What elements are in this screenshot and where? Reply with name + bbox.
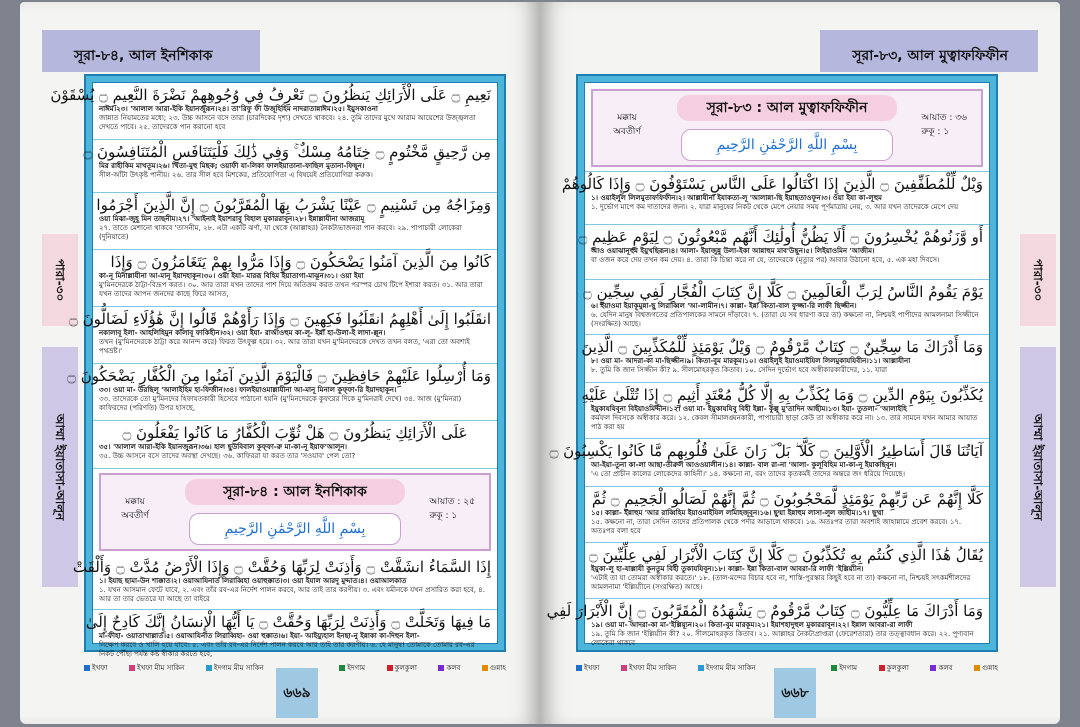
pronunciation: ৮। ওয়া মা- আদরা-কা মা-ছিজ্জীন।৯। কিতা-বুম মারকূম।১০। ওয়াইলুই ইয়াওমাইযিল লিলমুকাযযিবীন।১১। আল্লাযীনা — [591, 357, 911, 365]
arabic-text: أَو وَّزَنُوهُمْ يُخْسِرُونَ ۝ أَلَا يَظُنُّ أُولَٰئِكَ أَنَّهُم مَّبْعُوثُونَ ۝ لِيَوْمٍ عَظِيمٍ ۝ — [578, 228, 983, 246]
arabic-text: كَانُوا مِنَ الَّذِينَ آمَنُوا يَضْحَكُونَ ۝ وَإِذَا مَرُّوا بِهِمْ يَتَغَامَزُونَ ۝ وَإِذَا — [110, 253, 491, 271]
right-page — [540, 2, 1060, 724]
revelation-place: মক্কায় অবতীর্ণ — [121, 497, 149, 521]
meaning: ৬. যেদিন মানুষ বিশ্বজগতের প্রতিপালকের সামনে দাঁড়াবে। ৭. (তারা যে সব ধারণা করে তা) কক্ষনো না, নিশ্চয়ই পাপীদের আমলনামা সিজ্জীনে (সংরক্ষিত) আছে। — [591, 311, 979, 328]
meaning: জান্নাত নিয়ামতের মধ্যে; ২৩. উচ্চ আসনে বসে তারা (চারদিকের দৃশ্য) দেখতে থাকবে। ২৪. তুমি তাদের মুখে আরাম আয়েশের উজ্জ্বলতা দেখতে পাবে। ২৫. তাদেরকে পান করানো হবে — [99, 114, 476, 131]
side-tab-para — [1020, 234, 1056, 326]
verse-row — [83, 140, 497, 193]
pronunciation: ১৯। ওয়া মা- আদরা-কা মা-'ইল্লিয়্যূন।২০। কিতা-বুম মারকূম।২১। ইয়াশহাদুহুল মুকাররাবূন।২২। ইন্নাল আবরা-রা লাফী — [591, 621, 913, 629]
surah-heading — [99, 473, 491, 551]
legend-item: ইখফা — [84, 662, 107, 674]
verse-row — [546, 599, 989, 653]
side-tab-name-label: আম্মা ইয়াতাসা-আলূন — [1031, 413, 1045, 521]
arabic-text: يُكَذِّبُونَ بِيَوْمِ الدِّينِ ۝ وَمَا يُكَذِّبُ بِهِ إِلَّا كُلُّ مُعْتَدٍ أَثِيمٍ ۝ إِذَا تُتْلَىٰ عَلَيْهِ — [581, 386, 983, 404]
verse-row — [581, 383, 989, 439]
legend-item: ইখফা — [576, 662, 599, 674]
legend-item: ইদগাম — [831, 662, 857, 674]
pronunciation: ওয়া মিঝা-জুহূ মিন তাছনীম।২৭। 'আইনাই ইয়াশরাবু বিহাল মুকাররাবূন।২৮। ইন্নাল্লাযীনা আজরামূ — [99, 215, 365, 223]
pronunciation: ১৫। কাল্লা- ইন্নাহুম 'আর রাব্বিহিম ইয়াওমাইযিল লামাহজূবূন।১৬। ছুম্মা ইন্নাহুম লাসা-লুল জাহীম।১৭। ছুম্মা — [591, 509, 884, 517]
verse-row — [67, 364, 497, 421]
meaning: 'এটাই তা যা তোমরা অস্বীকার করতে।' ১৮. (তাল-মন্দের বিচার হবে না, শাস্তি-পুরস্কার কিছুই হবে না তা) কক্ষনো না, নিশ্চয়ই সৎকর্মশীলদের আমলনামা 'ইল্লিয়্যীনে (সংরক্ষিত) আছে। — [591, 574, 971, 591]
arabic-text: وَيْلٌ لِّلْمُطَفِّفِينَ ۝ الَّذِينَ إِذَا اكْتَالُوا عَلَى النَّاسِ يَسْتَوْفُونَ ۝ وَإِذَا كَالُوهُمْ — [561, 175, 983, 193]
arabic-text: وَمِزَاجُهُ مِن تَسْنِيمٍ ۝ عَيْنًا يَشْرَبُ بِهَا الْمُقَرَّبُونَ ۝ إِنَّ الَّذِينَ أَجْرَمُوا — [96, 196, 491, 214]
side-tab-para-label: পারা-৩০ — [1031, 258, 1045, 302]
page-header: সূরা-৮৪, আল ইনশিকাক — [74, 48, 213, 64]
surah-counts — [429, 495, 475, 523]
legend-item: কলব — [438, 662, 460, 674]
meaning: 'এ তো প্রাচীন কালের লোকেদের কাহিনী।' ১৪. কক্ষনো না, বরং তাদের কৃতকর্মই তাদের অন্তরে জং ধরিয়ে দিয়েছে। — [591, 470, 905, 478]
pronunciation: ১। ওয়াইলুল লিলমুতাফফিফীন।২। আল্লাযীনা ইযাকতা-লূ 'আলান্না-ছি ইয়াছতাওফূন।৩। ওয়া ইযা কা-লূহুম — [591, 194, 882, 202]
meaning: তখন (মু'মিনদেরকে ঠাট্টা করে আনন্দ করে) ফিরত উৎফুল্ল হয়ে। ৩২. আর তারা যখন মু'মিনদেরকে দেখত তখন বলত, 'এরা তো অবশ্যই পথভ্রষ্ট।' — [99, 338, 470, 355]
pronunciation: ইয়ুকা-লু হা-যাল্লাযী কুনতুম বিহী তুকাযযিবূন।১৮। কাল্লা- ইন্না কিতা-বাল আবরা-রি লাফী 'ইল্লিয়্যীন। — [591, 565, 864, 573]
legend-item: গুন্নাহ — [482, 662, 506, 674]
arabic-text: وَمَا أُرْسِلُوا عَلَيْهِمْ حَافِظِينَ ۝ فَالْيَوْمَ الَّذِينَ آمَنُوا مِنَ الْكُفَّارِ يَضْحَكُونَ ۝ — [67, 367, 491, 385]
verse-row — [72, 555, 497, 610]
pronunciation: ১। ইযাছ ছামা-উন শাক্কাত।২। ওয়াআযিনাত লিরাব্বিহা ওয়াহুক্কাত।৩। ওয়া ইযাল আরদু মুদ্দাত।৪। ওয়াআলকাত — [99, 577, 407, 585]
verse-row — [581, 335, 989, 383]
meaning: ১. দুর্ভোগ মাপে কম দাতাদের জন্য। ২. যারা মানুষের নিকট থেকে মেপে নেয়ার সময় পূর্ণমাত্রায় নেয়, ৩. আর যখন তাদেরকে মেপে দেয় — [591, 203, 959, 211]
pronunciation: মির রাহীকিম মাখতূম।২৬। খিতা-মুহু মিছক; ওয়াফী যা-লিকা ফালইয়াতানা-ফাছিল মুতানা-ফিছূন। — [99, 162, 365, 170]
legend-item: ইখফা মীম সাকিন — [129, 662, 184, 674]
surah-heading — [591, 89, 983, 167]
page-number: ৬৬৯ — [276, 668, 318, 718]
side-tab-para-label: পারা-৩০ — [53, 258, 67, 302]
verse-panel — [546, 74, 998, 652]
page-header: সূরা-৮৩, আল মুত্বাফফিফীন — [852, 48, 1008, 64]
verse-row — [50, 83, 497, 140]
meaning: ২৭. তাতে মেশানো থাকবে 'তাসনীম, ২৮. এটা একটি ঝর্ণা, যা থেকে (আল্লাহর) নৈকট্যভাজনরা পান করবে। ২৯. পাপাচারী লোকেরা (দুনিয়াতে) — [99, 224, 462, 241]
legend-item: গুন্নাহ — [974, 662, 998, 674]
meaning: ১৫. কক্ষনো না, তারা সেদিন তাদের প্রতিপালক থেকে পর্দার আড়ালে থাকবে। ১৬. অতঃপর তারা অবশ্যই জাহান্নামে প্রবেশ করবে। ১৭. অতঃপর বলা হবে — [591, 518, 962, 535]
legend-item: ইদগাম মীম সাকিন — [206, 662, 264, 674]
arabic-text: يُقَالُ هَٰذَا الَّذِي كُنتُم بِهِ تُكَذِّبُونَ ۝ كَلَّا إِنَّ كِتَابَ الْأَبْرَارِ لَفِي عِلِّيِّينَ ۝ — [588, 546, 983, 564]
arabic-text: وَمَا أَدْرَاكَ مَا سِجِّينٌ ۝ كِتَابٌ مَّرْقُومٌ ۝ وَيْلٌ يَوْمَئِذٍ لِّلْمُكَذِّبِينَ ۝ الَّذِينَ — [581, 338, 983, 356]
meaning: ১. যখন আসমান ফেটে যাবে, ২. এবং তাঁর রব-এর নির্দেশ পালন করবে, আর তাই তার করণীয়। ৩. এবং যমীনকে যখন প্রসারিত করা হবে, ৪. আর তা তার ভেতরে যা আছে তা বাইরে — [99, 586, 485, 603]
ruku-count: রুকূ : ১ — [429, 511, 458, 521]
verse-row — [85, 610, 497, 665]
legend-item: ইখফা মীম সাকিন — [621, 662, 676, 674]
meaning: বা ওজন করে দেয় তখন কম দেয়। ৪. তারা কি চিন্তা করে না যে, তাদেরকে (মৃত্যুর পর) আবার উঠানো হবে, ৫. এক মহা দিবসে। — [591, 256, 940, 264]
surah-title: সূরা-৮৪ : আল ইনশিকাক — [185, 479, 405, 505]
arabic-text: عَلَى الْأَرَائِكِ يَنظُرُونَ ۝ هَلْ ثُوِّبَ الْكُفَّارُ مَا كَانُوا يَفْعَلُونَ ۝ — [122, 424, 468, 442]
pronunciation: ৩৫। 'আলাল আরা-ইকি ইয়ানজুরূন।৩৬। হাল ছুউবিবাল কুফ্ফা-রু মা-কা-নূ ইয়াফ'আলূন। — [99, 443, 347, 451]
verse-row — [561, 171, 989, 225]
meaning: সীল-আঁটা উৎকৃষ্ট পানীয়। ২৬. তার সীল হবে মিশকের, প্রতিযোগিতা এ বিষয়েই প্রতিযোগিরা করুক। — [99, 171, 373, 179]
pronunciation: কা-নূ মিনাল্লাযীনা আ-মানূ ইয়াদহাকূন।৩০। ওয়া ইযা- মাররূ বিহিম ইয়াতাগা-মাঝূন।৩১। ওয়া ইযা — [99, 272, 364, 280]
legend-item: কুলকুলা — [879, 662, 909, 674]
verse-row — [549, 439, 989, 487]
legend-item: কুলকুলা — [387, 662, 417, 674]
pronunciation: নাঈম।২৩। 'আলাল আরা-ইকি ইয়ানজুরূন।২৪। তা'রিফু ফী উজূহিহিম নাদরাতান্নাঈম।২৫। ইয়ুসকাওনা — [99, 105, 378, 113]
verse-row — [585, 280, 989, 335]
pronunciation: মা-ফীহা- ওয়াতাখাল্লাত।৫। ওয়াআযিনাত লিরাব্বিহা- ওয়া হুক্কাত।৬। ইয়া- আইয়্যুহাল ইনছা-নু ইন্নাকা কা-দিহুন ইলা- — [99, 632, 420, 640]
ayat-count: আয়াত : ৩৬ — [921, 113, 967, 123]
meaning: ৮. তুমি কি জান সিজ্জীন কী? ৯. সীলমোহরকৃত কিতাব। ১০. সেদিন দুর্ভোগ হবে অস্বীকারকারীদের, ১১. যারা — [591, 366, 888, 374]
verse-row — [585, 487, 989, 543]
verse-row — [69, 307, 497, 364]
surah-counts — [921, 111, 967, 139]
arabic-text: إِذَا السَّمَاءُ انشَقَّتْ ۝ وَأَذِنَتْ لِرَبِّهَا وَحُقَّتْ ۝ وَإِذَا الْأَرْضُ مُدَّتْ ۝ وَأَلْقَتْ — [72, 558, 491, 576]
meaning: ৩৩. তাদেরকে তো মু'মিনদের হিফাযতকারী হিসেবে পাঠানো হয়নি (মু'মিনদেরকে কুফরের দিকে মু'মিনরাই দেখে) ৩৪. আজ (মু'মিনরা) কাফিরদের (পরিণতি) উপর হাসছে, — [99, 395, 462, 412]
revelation-place: মক্কায় অবতীর্ণ — [613, 113, 641, 137]
bismillah: بِسْمِ اللَّهِ الرَّحْمَٰنِ الرَّحِيمِ — [189, 513, 401, 545]
arabic-text: مِن رَّحِيقٍ مَّخْتُومٍ ۝ خِتَامُهُ مِسْكٌ ۚ وَفِي ذَٰلِكَ فَلْيَتَنَافَسِ الْمُتَنَافِسُونَ ۝ — [83, 143, 491, 161]
pronunciation: ইয়ুকাযযিবূনা বিইয়াওমিদ্দীন।১২। ওয়া মা- ইয়ুকাযযিবু বিহী ইল্লা- কুল্লু মু'তাদিন আছীম।১৩। ইযা- তুতলা- 'আলাইহি — [591, 405, 907, 413]
arabic-text: كَلَّا إِنَّهُمْ عَن رَّبِّهِمْ يَوْمَئِذٍ لَّمَحْجُوبُونَ ۝ ثُمَّ إِنَّهُمْ لَصَالُو الْجَحِيمِ ۝ ثُمَّ — [591, 490, 983, 508]
surah-title: সূরা-৮৩ : আল মুত্বাফফিফীন — [677, 95, 897, 121]
pronunciation: নকালাবূ ইলা- আহলিহিমুন কালাবূ ফাকিহীন।৩২। ওয়া ইযা- রাআওহুম কা-লূ- ইন্না হা-উলা-ই লাদা-ল্লূন। — [99, 329, 386, 337]
verse-row — [93, 421, 497, 469]
meaning: মু'মিনদেরকে ঠাট্টা-বিদ্রূপ করত। ৩০. আর তারা যখন তাদের পাশ দিয়ে অতিক্রম করত তখন পরস্পর চোখ টিপে ইশারা করত। ৩১. আর তারা যখন তাদের আপন জনদের কাছে ফিরে আসত, — [99, 281, 483, 298]
legend-item: ইদগাম মীম সাকিন — [698, 662, 756, 674]
ayat-count: আয়াত : ২৫ — [429, 497, 475, 507]
left-page — [20, 2, 540, 724]
verse-row — [585, 543, 989, 599]
bismillah: بِسْمِ اللَّهِ الرَّحْمَٰنِ الرَّحِيمِ — [681, 129, 893, 161]
arabic-text: نَعِيمِ ۝ عَلَى الْأَرَائِكِ يَنظُرُونَ ۝ تَعْرِفُ فِي وُجُوهِهِمْ نَضْرَةَ النَّعِيمِ ۝ يُسْقَوْنَ — [50, 86, 491, 104]
verse-row — [93, 250, 497, 307]
legend-item: কলব — [930, 662, 952, 674]
meaning: নিক্ষেপ করবে ও খালি হয়ে যাবে। ৫. এবং তাঁর রব-এর নির্দেশ পালন করবে আর তাই তার করণীয়। ৬. হে মানুষ! তোমাকে তোমার রব-এর নিকট পৌঁছা পর্যন্ত কষ্ট স্বীকার করতে হবে, — [99, 641, 475, 658]
pronunciation: ৩৩। ওয়া মা- উরছিলূ 'আলাইহিম হা-ফিজীন।৩৪। ফালইয়াওমাল্লাযীনা আ-মানূ মিনাল কুফ্ফা-রি ইয়াদহাকূন। — [99, 386, 397, 394]
meaning: ১৯. তুমি কি জান 'ইল্লিয়্যীন কী? ২০. সীলমোহরকৃত কিতাব। ২১. আল্লাহর নৈকট্যপ্রাপ্তরা (ফেরেশতারা) তার তত্ত্বাবধান করে। ২২. পুণ্যবান লোকেরা থাকবে — [591, 630, 974, 647]
pronunciation: ৬। ইয়াওমা ইয়াকূমুন্না-ছু লিরাব্বিল 'আ-লামীন।৭। কাল্লা- ইন্না কিতা-বাল ফুজ্জা-রি লাফী ছিজ্জীন। — [591, 302, 857, 310]
side-tab-name-label: আম্মা ইয়াতাসা-আলূন — [53, 413, 67, 521]
verse-row — [578, 225, 989, 280]
pronunciation: আও ওয়াঝানূহুম ইয়ুখছিরূন।৪। আলা- ইয়াজুন্নু উলা-ইকা আন্নাহুম মাব'উছূন।৫। লিইয়াওমিন 'আজীম। — [591, 247, 875, 255]
arabic-text: مَا فِيهَا وَتَخَلَّتْ ۝ وَأَذِنَتْ لِرَبِّهَا وَحُقَّتْ ۝ يَا أَيُّهَا الْإِنسَانُ إِنَّكَ كَادِحٌ إِلَىٰ — [85, 613, 491, 631]
meaning: ৩৫. উচ্চ আসনে বসে তাদের অবস্থা দেখছে। ৩৬. কাফিররা যা করত তার 'সওয়াব' পেল তো? — [99, 452, 356, 460]
arabic-text: انقَلَبُوا إِلَىٰ أَهْلِهِمُ انقَلَبُوا فَكِهِينَ ۝ وَإِذَا رَأَوْهُمْ قَالُوا إِنَّ هَٰؤُلَاءِ لَضَالُّونَ ۝ — [69, 310, 491, 328]
arabic-text: وَمَا أَدْرَاكَ مَا عِلِّيُّونَ ۝ كِتَابٌ مَّرْقُومٌ ۝ يَشْهَدُهُ الْمُقَرَّبُونَ ۝ إِنَّ الْأَبْرَارَ لَفِي — [546, 602, 983, 620]
verse-row — [93, 193, 497, 250]
arabic-text: آيَاتُنَا قَالَ أَسَاطِيرُ الْأَوَّلِينَ ۝ كَلَّا ۖ بَلْ ۜ رَانَ عَلَىٰ قُلُوبِهِم مَّا كَانُوا يَكْسِبُونَ ۝ — [549, 442, 983, 460]
pronunciation: আ-ইয়া-তুনা কা-লা আছা-তীরুল আওওয়ালীন।১৪। কাল্লা- বাল রা-না 'আলা- কুলূবিহিম মা-কা-নূ ইয়াকছিবূন। — [591, 461, 897, 469]
arabic-text: يَوْمَ يَقُومُ النَّاسُ لِرَبِّ الْعَالَمِينَ ۝ كَلَّا إِنَّ كِتَابَ الْفُجَّارِ لَفِي سِجِّينٍ ۝ — [583, 283, 983, 301]
page-number: ৬৬৮ — [774, 668, 816, 718]
side-tab-name — [1020, 347, 1056, 587]
open-book — [20, 2, 1060, 724]
ruku-count: রুকূ : ১ — [921, 127, 950, 137]
legend-item: ইদগাম — [339, 662, 365, 674]
meaning: কর্মফল দিবসকে অস্বীকার করে। ১২. কেবল সীমালঙ্ঘনকারী, পাপাচারী ছাড়া কেউ তা অস্বীকার করে না। ১৩. তার সামনে যখন আমার আয়াত পাঠ করা হয় — [591, 414, 978, 431]
